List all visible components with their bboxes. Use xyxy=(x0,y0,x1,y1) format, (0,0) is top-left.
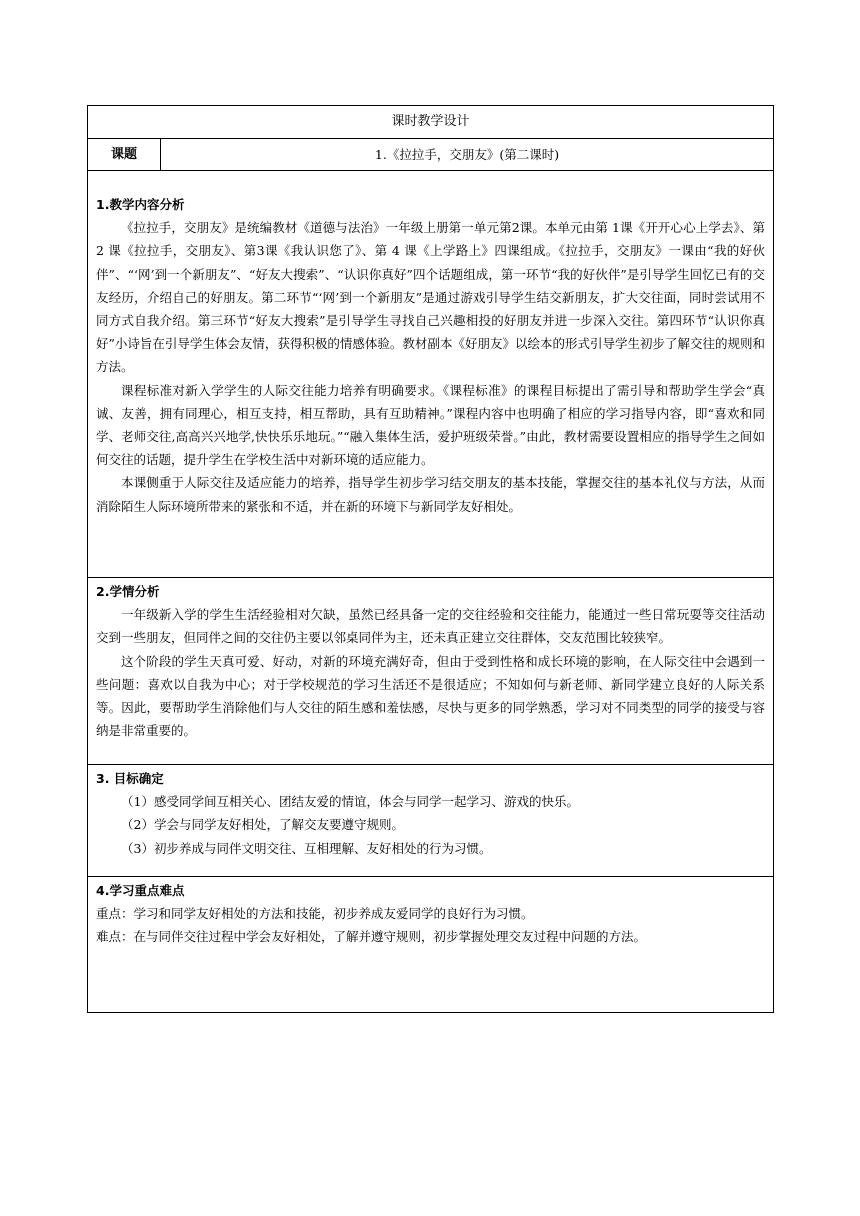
paragraph: 一年级新入学的学生生活经验相对欠缺，虽然已经具备一定的交往经验和交往能力，能通过一些日常玩耍等交往活动交到一些朋友，但同伴之间的交往仍主要以邻桌同伴为主，还未真正建立交往群体，交友范围比较狭窄。 xyxy=(96,607,765,646)
table-title: 课时教学设计 xyxy=(391,114,470,129)
lesson-design-table xyxy=(87,105,774,1013)
goal-item: （3）初步养成与同伴文明交往、互相理解、友好相处的行为习惯。 xyxy=(121,840,492,856)
topic-value: 1.《拉拉手，交朋友》(第二课时) xyxy=(374,147,560,162)
section-key-points xyxy=(88,876,773,1012)
section-heading: 2.学情分析 xyxy=(96,584,160,599)
difficulty-line: 难点：在与同伴交往过程中学会友好相处，了解并遵守规则，初步掌握处理交友过程中问题的方法。 xyxy=(96,929,647,945)
paragraph: 本课侧重于人际交往及适应能力的培养，指导学生初步学习结交朋友的基本技能，掌握交往的基本礼仪与方法，从而消除陌生人际环境所带来的紧张和不适，并在新的环境下与新同学友好相处。 xyxy=(96,475,765,514)
section-goals xyxy=(88,764,773,876)
goal-item: （1）感受同学间互相关心、团结友爱的情谊，体会与同学一起学习、游戏的快乐。 xyxy=(121,794,579,810)
paragraph: 这个阶段的学生天真可爱、好动，对新的环境充满好奇，但由于受到性格和成长环境的影响，在人际交往中会遇到一些问题：喜欢以自我为中心；对于学校规范的学习生活还不是很适应；不知如何与新老师、新同学建立良好的人际关系等。因此，要帮助学生消除他们与人交往的陌生感和羞怯感，尽快与更多的同学熟悉，学习对不同类型的同学的接受与容纳是非常重要的。 xyxy=(96,653,765,739)
section-heading: 1.教学内容分析 xyxy=(96,197,185,212)
topic-label: 课题 xyxy=(88,139,161,170)
goal-item: （2）学会与同学友好相处，了解交友要遵守规则。 xyxy=(121,817,404,833)
section-heading: 4.学习重点难点 xyxy=(96,883,185,898)
section-heading: 3. 目标确定 xyxy=(96,771,164,786)
section-content-analysis xyxy=(88,170,773,577)
section-student-analysis xyxy=(88,577,773,764)
paragraph: 课程标准对新入学学生的人际交往能力培养有明确要求。《课程标准》的课程目标提出了需引导和帮助学生学会“真诚、友善，拥有同理心，相互支持，相互帮助，具有互助精神。”课程内容中也明确了相应的学习指导内容，即“喜欢和同学、老师交往,高高兴兴地学,快快乐乐地玩。”“融入集体生活，爱护班级荣誉。”由此，教材需要设置相应的指导学生之间如何交往的话题，提升学生在学校生活中对新环境的适应能力。 xyxy=(96,382,765,468)
key-point-line: 重点：学习和同学友好相处的方法和技能，初步养成友爱同学的良好行为习惯。 xyxy=(96,906,534,922)
topic-row xyxy=(88,138,773,170)
paragraph: 《拉拉手，交朋友》是统编教材《道德与法治》一年级上册第一单元第2课。本单元由第 1课《开开心心上学去》、第 2 课《拉拉手，交朋友》、第3课《我认识您了》、第 4 课《上学路上》四课组成。《拉拉手，交朋友》一课由“我的好伙伴”、“‘网’到一个新朋友”、“好友大搜索”、“认识你真好”四个话题组成，第一环节“我的好伙伴”是引导学生回忆已有的交友经历，介绍自己的好朋友。第二环节“‘网’到一个新朋友”是通过游戏引导学生结交新朋友，扩大交往面，同时尝试用不同方式自我介绍。第三环节“好友大搜索”是引导学生寻找自己兴趣相投的好朋友并进一步深入交往。第四环节“认识你真好”小诗旨在引导学生体会友情，获得积极的情感体验。教材副本《好朋友》以绘本的形式引导学生初步了解交往的规则和方法。 xyxy=(96,220,765,375)
